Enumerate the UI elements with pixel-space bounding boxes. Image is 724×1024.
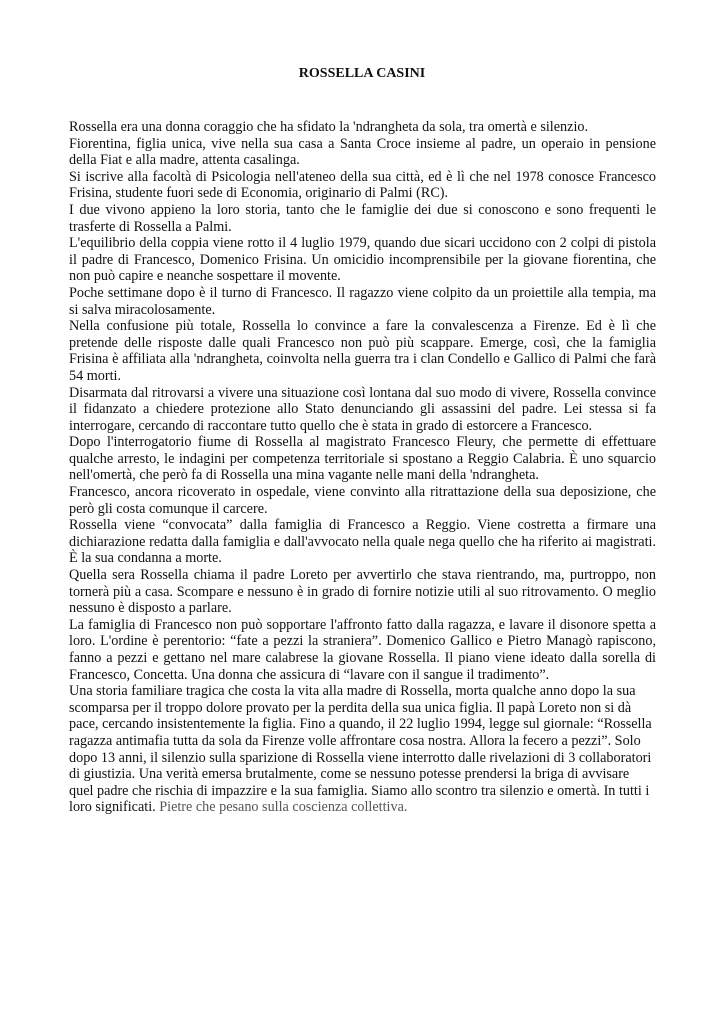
paragraph: Rossella era una donna coraggio che ha sfidato la 'ndrangheta da sola, tra omertà e silenzio. [69, 119, 589, 135]
paragraph: Francesco, ancora ricoverato in ospedale, viene convinto alla ritrattazione della sua deposizione, che però gli costa comunque il carcere. [69, 484, 656, 517]
paragraph: La famiglia di Francesco non può sopportare l'affronto fatto dalla ragazza, e lavare il disonore spetta a loro. L'ordine è perentorio: “fate a pezzi la straniera”. Domenico Gallico e Pietro Managò rapiscono, fanno a pezzi e gettano nel mare calabrese la giovane Rossella. Il piano viene ideato dalla sorella di Francesco, Concetta. Una donna che assicura di “lavare con il sangue il tradimento”. [69, 616, 656, 683]
paragraph: Rossella viene “convocata” dalla famiglia di Francesco a Reggio. Viene costretta a firmare una dichiarazione redatta dalla famiglia e dall'avvocato nella quale nega quello che ha riferito ai magistrati. È la sua condanna a morte. [69, 517, 656, 567]
document-title: ROSSELLA CASINI [298, 66, 426, 81]
final-paragraph [69, 683, 656, 816]
paragraph: Si iscrive alla facoltà di Psicologia nell'ateneo della sua città, ed è lì che nel 1978 conosce Francesco Frisina, studente fuori sede di Economia, originario di Palmi (RC). [69, 168, 656, 202]
paragraph: Poche settimane dopo è il turno di Francesco. Il ragazzo viene colpito da un proiettile alla tempia, ma si salva miracolosamente. [69, 284, 656, 318]
paragraph: Disarmata dal ritrovarsi a vivere una situazione così lontana dal suo modo di vivere, Rossella convince il fidanzato a chiedere protezione allo Stato denunciando gli assassini del padre. Lei stessa si fa interrogare, cercando di raccontare tutto quello che è stata in grado di estorcere a Francesco. [69, 384, 656, 434]
paragraph: Quella sera Rossella chiama il padre Loreto per avvertirlo che stava rientrando, ma, purtroppo, non tornerà più a casa. Scompare e nessuno è in grado di fornire notizie utili al suo ritrovamento. O meglio nessuno è disposto a parlare. [69, 567, 656, 617]
final-paragraph-text: Una storia familiare tragica che costa la vita alla madre di Rossella, morta qualche anno dopo la sua scomparsa per il troppo dolore provato per la perdita della sua unica figlia. Il papà Loreto non si dà pace, cercando insistentemente la figlia. Fino a quando, il 22 luglio 1994, legge sul giornale: “Rossella ragazza antimafia tutta da sola da Firenze volle affrontare cosa nostra. Allora la fecero a pezzi”. Solo dopo 13 anni, il silenzio sulla sparizione di Rossella viene interrotto dalle rivelazioni di 3 collaboratori di giustizia. Una verità emersa brutalmente, come se nessuno potesse prendersi la briga di avvisare quel padre che rischia di impazzire e la sua famiglia. Siamo allo scontro tra silenzio e omertà. In tutti i loro significati. [69, 683, 652, 816]
document-body [69, 119, 656, 816]
paragraph: Dopo l'interrogatorio fiume di Rossella al magistrato Francesco Fleury, che permette di effettuare qualche arresto, le indagini per competenza territoriale si spostano a Reggio Calabria. È uno squarcio nell'omertà, che però fa di Rossella una mina vagante nelle mani della 'ndrangheta. [69, 434, 656, 484]
paragraph: L'equilibrio della coppia viene rotto il 4 luglio 1979, quando due sicari uccidono con 2 colpi di pistola il padre di Francesco, Domenico Frisina. Un omicidio incomprensibile per la giovane fiorentina, che non può capire e neanche sospettare il movente. [69, 235, 656, 285]
paragraph: Fiorentina, figlia unica, vive nella sua casa a Santa Croce insieme al padre, un operaio in pensione della Fiat e alla madre, attenta casalinga. [69, 135, 656, 169]
paragraph: I due vivono appieno la loro storia, tanto che le famiglie dei due si conoscono e sono frequenti le trasferte di Rossella a Palmi. [69, 201, 656, 235]
closing-sentence: Pietre che pesano sulla coscienza collettiva. [159, 799, 408, 816]
paragraph: Nella confusione più totale, Rossella lo convince a fare la convalescenza a Firenze. Ed è lì che pretende delle risposte dalle quali Francesco non può più scappare. Emerge, così, che la famiglia Frisina è affiliata alla 'ndrangheta, coinvolta nella guerra tra i clan Condello e Gallico di Palmi che farà 54 morti. [69, 318, 656, 384]
